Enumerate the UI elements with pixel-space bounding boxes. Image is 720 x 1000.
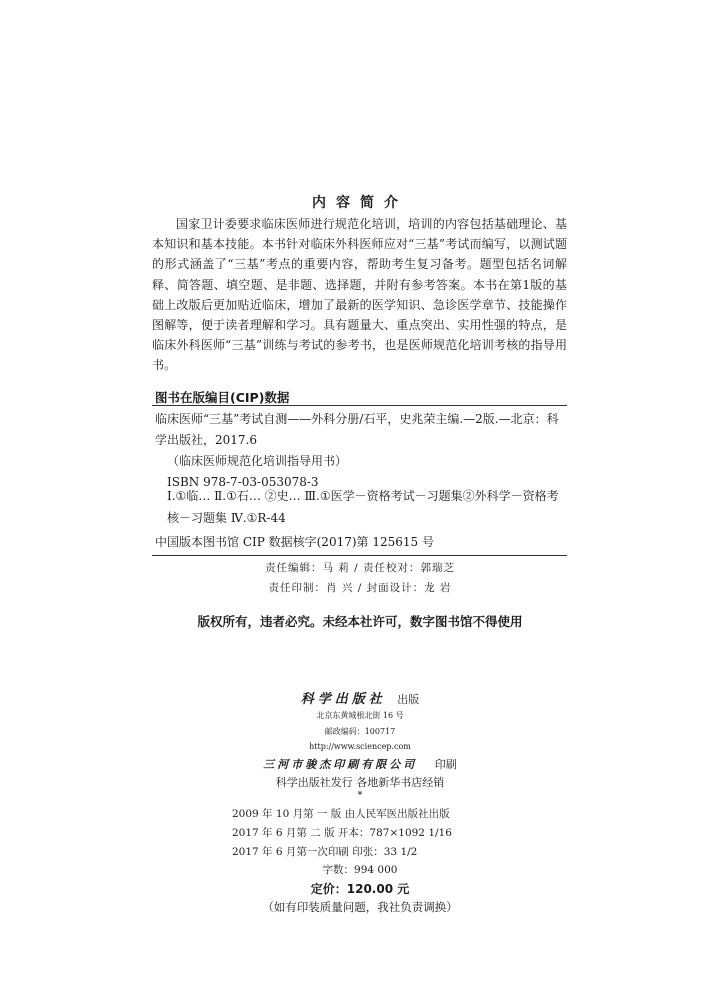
summary-paragraph: 国家卫计委要求临床医师进行规范化培训，培训的内容包括基础理论、基本知识和基本技能。本书针对临床外科医师应对“三基”考试而编写，以测试题的形式涵盖了“三基”考点的重要内容，帮助考生复习备考。题型包括名词解释、简答题、填空题、是非题、选择题，并附有参考答案。本书在第1版的基础上改版后更加贴近临床，增加了最新的医学知识、急诊医学章节、技能操作图解等，便于读者理解和学习。具有题量大、重点突出、实用性强的特点，是临床外科医师“三基”训练与考试的参考书，也是医师规范化培训考核的指导用书。 [152, 217, 567, 373]
publisher-line [0, 688, 720, 707]
credits-line-1: 责任编辑：马 莉 / 责任校对：郭瑞芝 [264, 562, 456, 574]
quality-notice: （如有印装质量问题，我社负责调换） [262, 900, 458, 914]
cip-series: （临床医师规范化培训指导用书） [167, 454, 348, 468]
printer-role: 印刷 [434, 758, 457, 771]
cip-top-rule [152, 405, 567, 406]
credits-line-2: 责任印制：肖 兴 / 封面设计：龙 岩 [268, 582, 452, 594]
publisher-name: 科学出版社 [300, 692, 386, 707]
edition-line-1: 2009 年 10 月第 一 版 由人民军医出版社出版 [232, 808, 450, 820]
separator-star: * [357, 790, 363, 801]
cip-record-block [155, 532, 565, 553]
summary-text [152, 214, 567, 376]
publisher-role: 出版 [397, 693, 420, 706]
cip-heading: 图书在版编目(CIP)数据 [155, 390, 290, 405]
cip-isbn: ISBN 978-7-03-053078-3 [167, 475, 319, 489]
cip-bottom-rule [152, 555, 567, 556]
price: 定价：120.00 元 [310, 882, 410, 896]
cip-classification-block [155, 486, 565, 529]
word-count: 字数：994 000 [322, 864, 398, 876]
printer-line [0, 756, 720, 772]
summary-title: 内容简介 [312, 195, 408, 211]
publisher-url: http://www.sciencep.com [309, 742, 411, 751]
publisher-postcode: 邮政编码：100717 [324, 727, 396, 736]
edition-line-2: 2017 年 6 月第 二 版 开本：787×1092 1/16 [232, 827, 452, 839]
cip-entry: 临床医师“三基”考试自测——外科分册/石平，史兆荣主编.—2版.—北京：科学出版社，2017.6 [155, 412, 559, 447]
cip-record: 中国版本图书馆 CIP 数据核字(2017)第 125615 号 [155, 535, 434, 549]
publisher-address: 北京东黄城根北街 16 号 [316, 711, 404, 720]
printer-name: 三河市骏杰印刷有限公司 [263, 758, 418, 771]
cip-entry-block [155, 409, 565, 493]
distribution-line: 科学出版社发行 各地新华书店经销 [275, 776, 445, 789]
rights-notice: 版权所有，违者必究。未经本社许可，数字图书馆不得使用 [197, 614, 523, 629]
edition-line-3: 2017 年 6 月第一次印刷 印张：33 1/2 [232, 846, 418, 858]
cip-classification: Ⅰ.①临… Ⅱ.①石… ②史… Ⅲ.①医学－资格考试－习题集②外科学－资格考核－习题集 Ⅳ.①R-44 [167, 489, 559, 525]
